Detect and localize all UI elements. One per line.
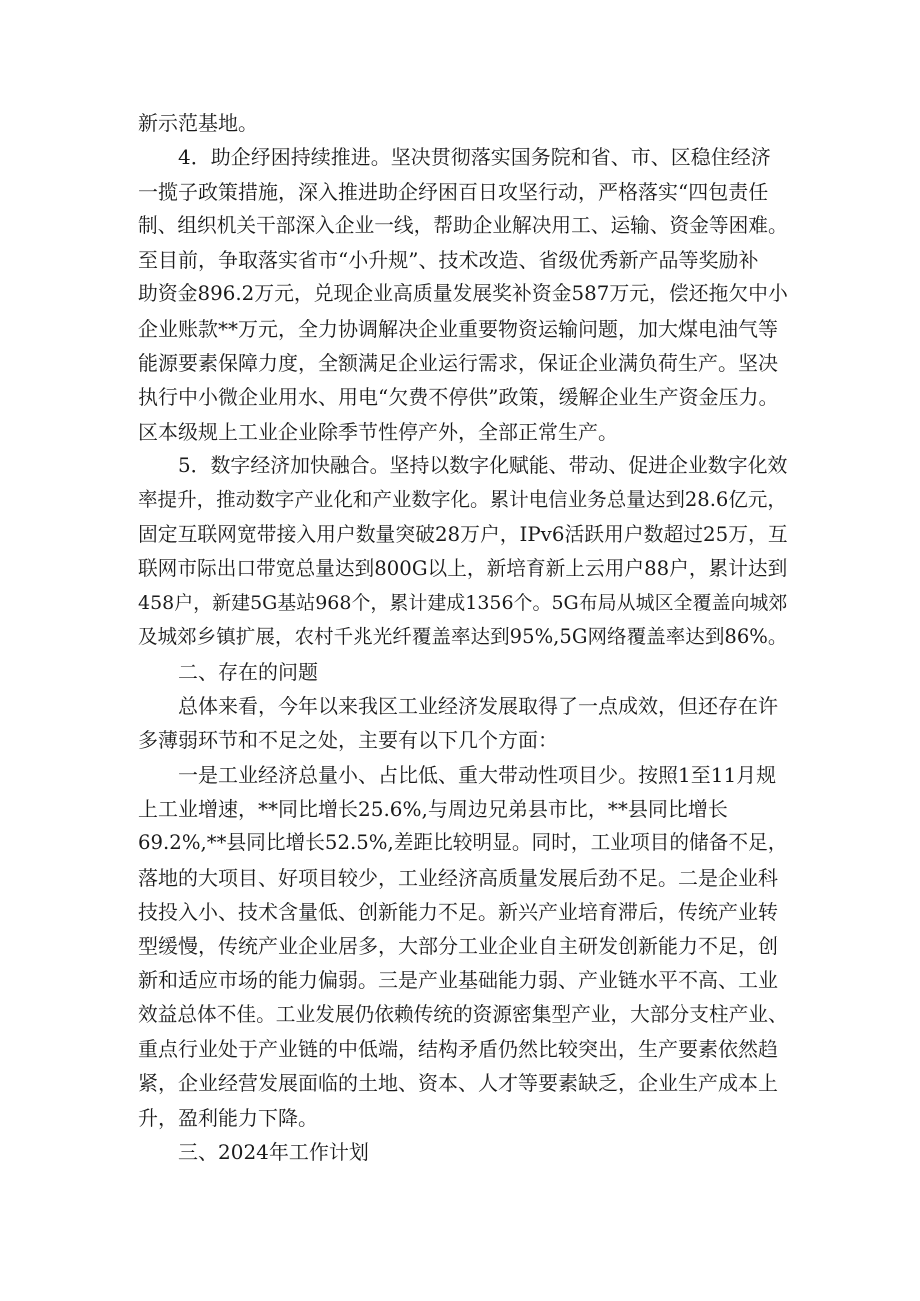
text-line: 紧，企业经营发展面临的土地、资本、人才等要素缺乏，企业生产成本上 [138,1071,778,1096]
paragraph-heading-5: 5．数字经济加快融合。坚持以数字化赋能、带动、促进企业数字化效 [178,453,788,477]
text-line: 一揽子政策措施，深入推进助企纾困百日攻坚行动，严格落实“四包责任 [138,179,769,204]
text-line: 助资金896.2万元，兑现企业高质量发展奖补资金587万元，偿还拖欠中小 [138,282,788,306]
text-line: 型缓慢，传统产业企业居多，大部分工业企业自主研发创新能力不足，创 [138,934,778,959]
text-line: 固定互联网宽带接入用户数量突破28万户，IPv6活跃用户数超过25万，互 [138,522,788,546]
text-line: 新示范基地。 [138,111,258,135]
document-page [138,106,788,1169]
text-line: 重点行业处于产业链的中低端，结构矛盾仍然比较突出，生产要素依然趋 [138,1037,778,1062]
text-line: 升，盈利能力下降。 [138,1105,318,1130]
text-line: 458户，新建5G基站968个，累计建成1356个。5G布局从城区全覆盖向城郊 [138,592,788,615]
text-line: 效益总体不佳。工业发展仍依赖传统的资源密集型产业，大部分支柱产业、 [138,1002,788,1026]
text-line: 执行中小微企业用水、用电“欠费不停供”政策，缓解企业生产资金压力。 [138,385,779,410]
paragraph-heading-4: 4．助企纾困持续推进。坚决贯彻落实国务院和省、市、区稳住经济 [178,145,771,170]
text-line: 及城郊乡镇扩展，农村千兆光纤覆盖率达到95%,5G网络覆盖率达到86%。 [138,625,788,649]
text-line: 联网市际出口带宽总量达到800G以上，新培育新上云用户88户，累计达到 [138,556,788,580]
text-line: 率提升，推动数字产业化和产业数字化。累计电信业务总量达到28.6亿元， [138,488,787,512]
text-line: 能源要素保障力度，全额满足企业运行需求，保证企业满负荷生产。坚决 [138,351,778,376]
text-line: 技投入小、技术含量低、创新能力不足。新兴产业培育滞后，传统产业转 [138,899,778,924]
text-line: 新和适应市场的能力偏弱。三是产业基础能力弱、产业链水平不高、工业 [138,968,778,993]
text-line: 多薄弱环节和不足之处，主要有以下几个方面： [138,728,558,753]
text-line: 一是工业经济总量小、占比低、重大带动性项目少。按照1至11月规 [178,762,777,787]
text-line: 制、组织机关干部深入企业一线，帮助企业解决用工、运输、资金等困难。 [138,213,788,237]
text-line: 落地的大项目、好项目较少，工业经济高质量发展后劲不足。二是企业科 [138,865,778,890]
text-line: 至目前，争取落实省市“小升规”、技术改造、省级优秀新产品等奖励补 [138,248,759,273]
text-line: 总体来看，今年以来我区工业经济发展取得了一点成效，但还存在许 [178,694,778,719]
text-line: 企业账款**万元，全力协调解决企业重要物资运输问题，加大煤电油气等 [138,316,778,341]
text-line: 上工业增速，**同比增长25.6%,与周边兄弟县市比，**县同比增长 [138,796,728,821]
section-heading-2: 二、存在的问题 [178,659,318,684]
text-line: 区本级规上工业企业除季节性停产外，全部正常生产。 [138,419,618,444]
text-line: 69.2%,**县同比增长52.5%,差距比较明显。同时，工业项目的储备不足， [138,831,788,855]
section-heading-3: 三、2024年工作计划 [178,1139,369,1164]
